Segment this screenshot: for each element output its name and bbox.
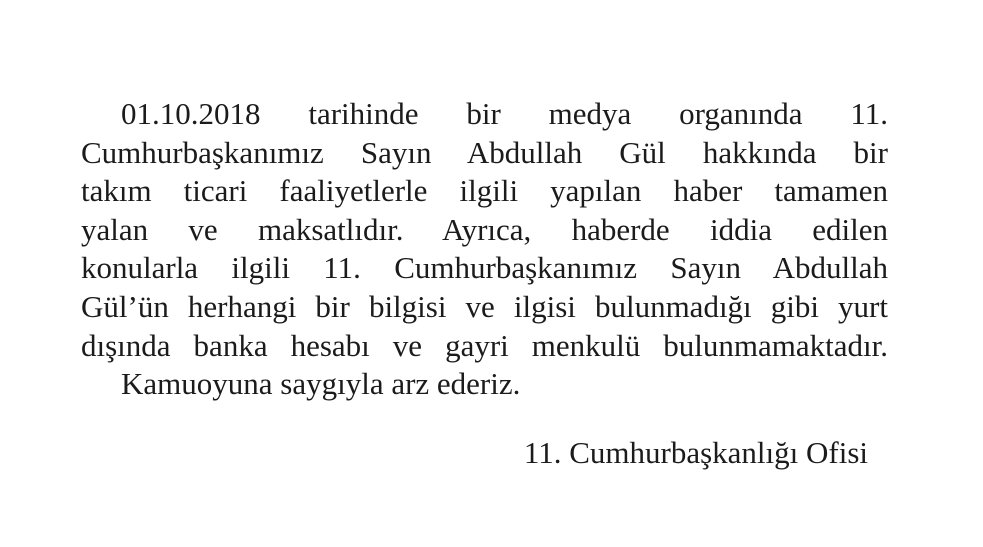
- statement-line: dışında banka hesabı ve gayri menkulü bulunmamaktadır.: [81, 327, 888, 363]
- statement-line: Gül’ün herhangi bir bilgisi ve ilgisi bulunmadığı gibi yurt: [81, 288, 888, 324]
- statement-line: yalan ve maksatlıdır. Ayrıca, haberde iddia edilen: [81, 211, 888, 247]
- statement-line: 01.10.2018 tarihinde bir medya organında 11.: [121, 96, 888, 131]
- statement-line: konularla ilgili 11. Cumhurbaşkanımız Sayın Abdullah: [81, 250, 888, 286]
- signature-line: 11. Cumhurbaşkanlığı Ofisi: [523, 434, 868, 470]
- statement-closing-line: Kamuoyuna saygıyla arz ederiz.: [121, 366, 521, 402]
- statement-line: Cumhurbaşkanımız Sayın Abdullah Gül hakkında bir: [81, 134, 888, 170]
- statement-line: takım ticari faaliyetlerle ilgili yapılan haber tamamen: [81, 173, 888, 209]
- statement-body: [81, 95, 888, 472]
